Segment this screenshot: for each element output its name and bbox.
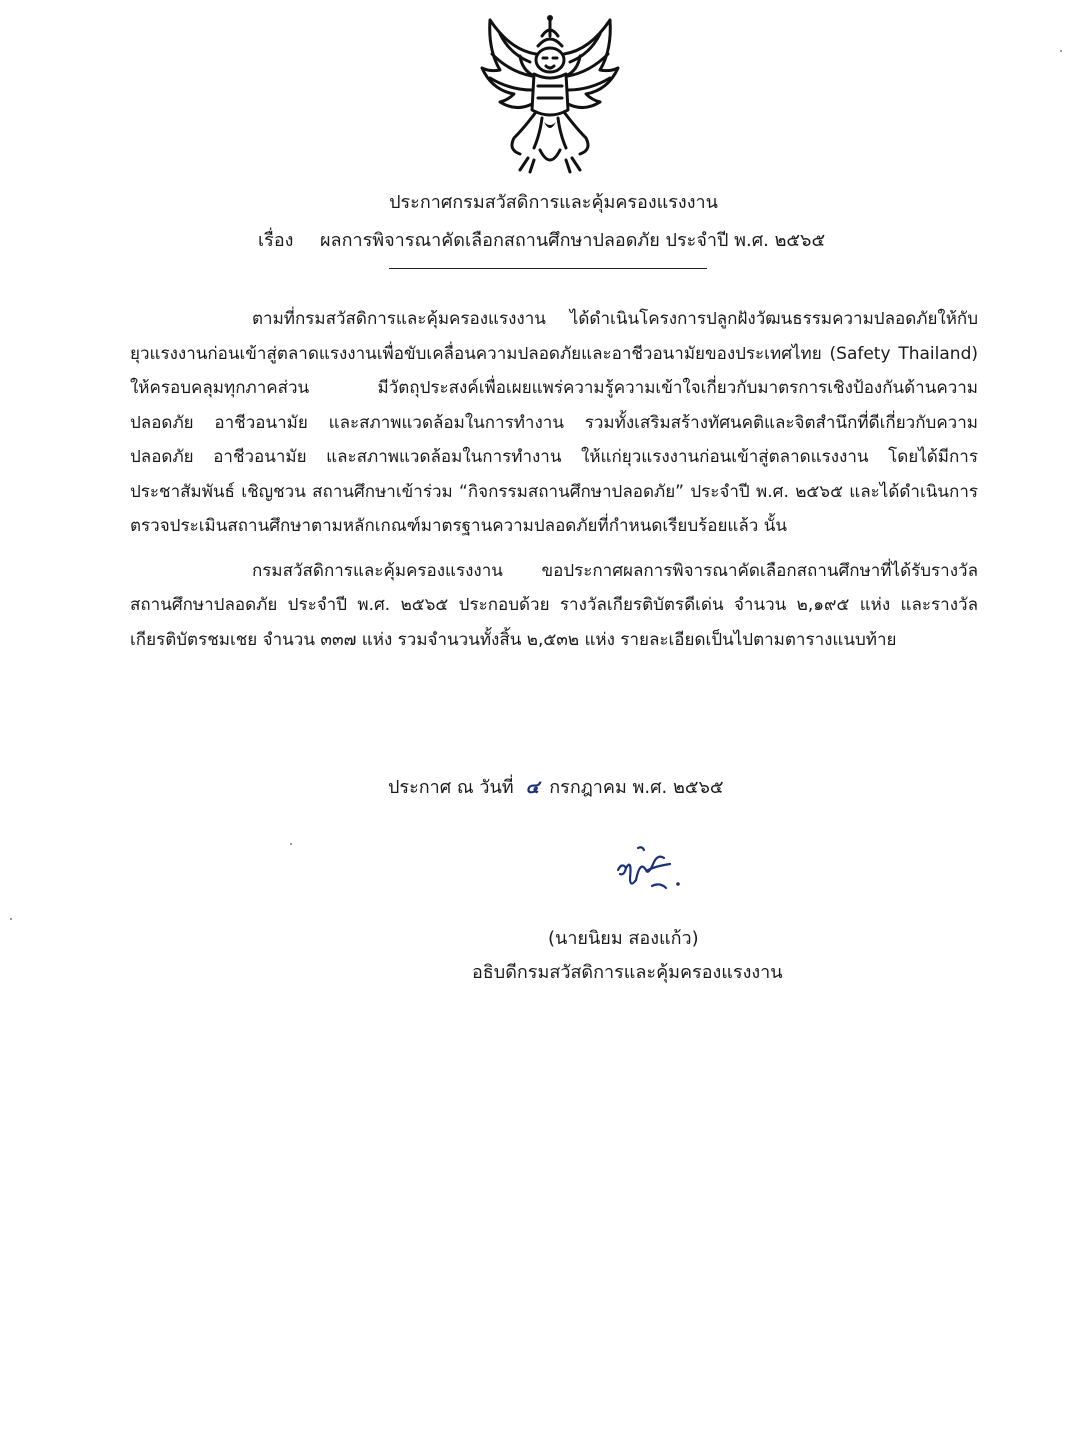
date-prefix: ประกาศ ณ วันที่: [388, 777, 514, 798]
scan-speck: [10, 918, 12, 920]
body-paragraph-1: ตามที่กรมสวัสดิการและคุ้มครองแรงงาน ได้ดำเนินโครงการปลูกฝังวัฒนธรรมความปลอดภัยให้กับยุวแรงงานก่อนเข้าสู่ตลาดแรงงานเพื่อขับเคลื่อนความปลอดภัยและอาชีวอนามัยของประเทศไทย (Safety Thailand) ให้ครอบคลุมทุกภาคส่วน มีวัตถุประสงค์เพื่อเผยแพร่ความรู้ความเข้าใจเกี่ยวกับมาตรการเชิงป้องกันด้านความปลอดภัย อาชีวอนามัย และสภาพแวดล้อมในการทำงาน รวมทั้งเสริมสร้างทัศนคติและจิตสำนึกที่ดีเกี่ยวกับความปลอดภัย อาชีวอนามัย และสภาพแวดล้อมในการทำงาน ให้แก่ยุวแรงงานก่อนเข้าสู่ตลาดแรงงาน โดยได้มีการประชาสัมพันธ์ เชิญชวน สถานศึกษาเข้าร่วม “กิจกรรมสถานศึกษาปลอดภัย” ประจำปี พ.ศ. ๒๕๖๕ และได้ดำเนินการตรวจประเมินสถานศึกษาตามหลักเกณฑ์มาตรฐานความปลอดภัยที่กำหนดเรียบร้อยแล้ว นั้น: [130, 309, 978, 536]
header-divider: [389, 268, 707, 269]
scan-speck: [290, 843, 292, 845]
date-month-year: กรกฎาคม พ.ศ. ๒๕๖๕: [549, 777, 724, 798]
announcement-title: ประกาศกรมสวัสดิการและคุ้มครองแรงงาน: [389, 192, 718, 213]
announcement-body: [130, 302, 978, 667]
announcement-date: [388, 775, 724, 801]
handwritten-signature: [608, 840, 688, 900]
date-day: ๔: [525, 777, 540, 798]
scan-speck: [1060, 50, 1062, 52]
subject-label: เรื่อง: [258, 230, 294, 251]
body-paragraph-2: กรมสวัสดิการและคุ้มครองแรงงาน ขอประกาศผลการพิจารณาคัดเลือกสถานศึกษาที่ได้รับรางวัลสถานศึกษาปลอดภัย ประจำปี พ.ศ. ๒๕๖๕ ประกอบด้วย รางวัลเกียรติบัตรดีเด่น จำนวน ๒,๑๙๕ แห่ง และรางวัลเกียรติบัตรชมเชย จำนวน ๓๓๗ แห่ง รวมจำนวนทั้งสิ้น ๒,๕๓๒ แห่ง รายละเอียดเป็นไปตามตารางแนบท้าย: [130, 560, 978, 650]
signatory-name: (นายนิยม สองแก้ว): [548, 928, 699, 949]
announcement-subject: [258, 228, 825, 254]
subject-text: ผลการพิจารณาคัดเลือกสถานศึกษาปลอดภัย ประจำปี พ.ศ. ๒๕๖๕: [320, 230, 826, 251]
garuda-emblem-icon: [470, 10, 630, 180]
signatory-title: อธิบดีกรมสวัสดิการและคุ้มครองแรงงาน: [472, 962, 783, 983]
